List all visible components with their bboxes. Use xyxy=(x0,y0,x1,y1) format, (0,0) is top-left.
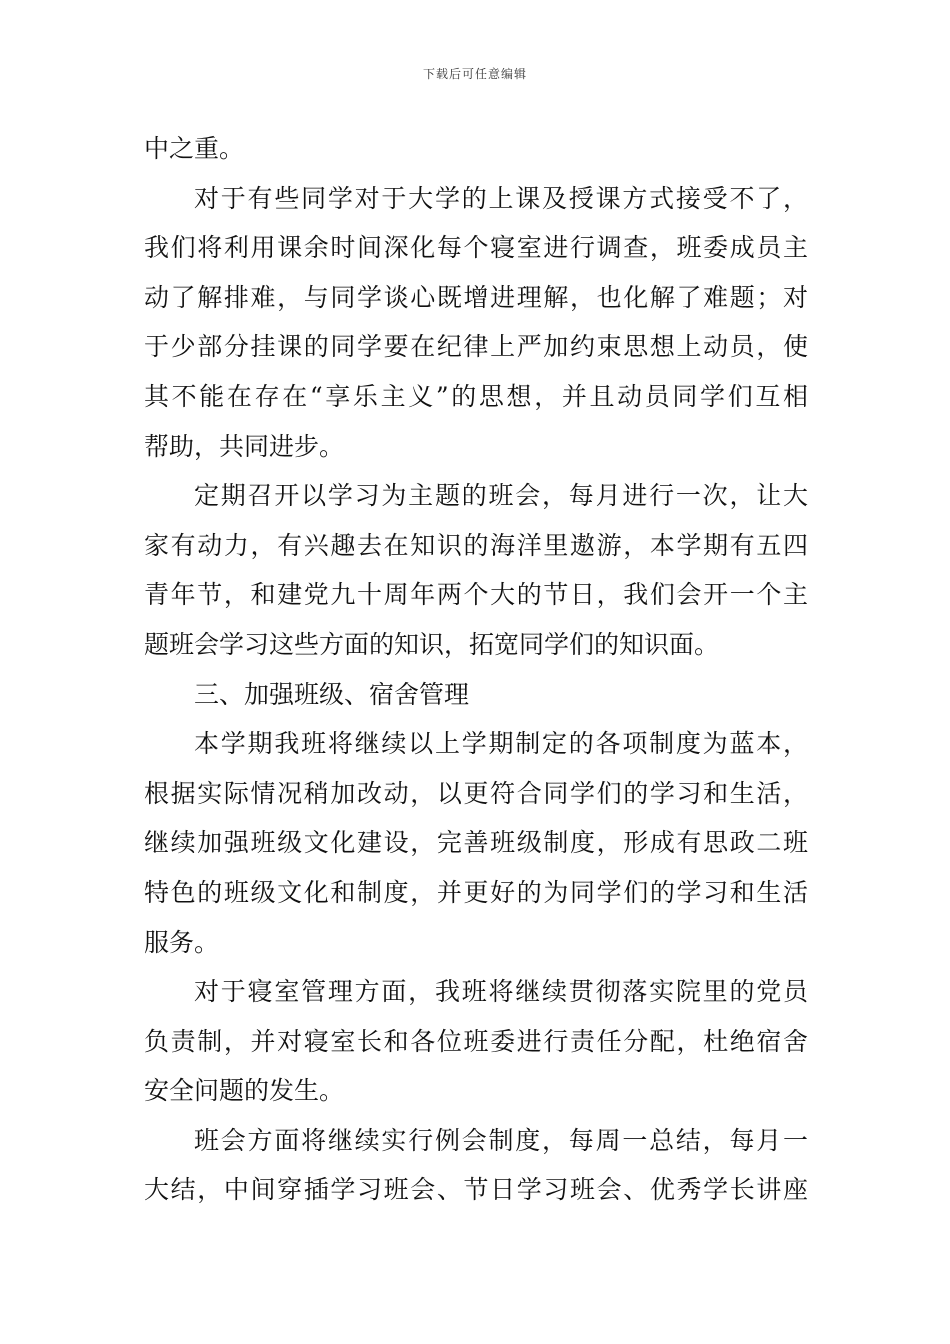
paragraph xyxy=(144,174,808,472)
paragraph xyxy=(144,967,808,1116)
text-line: 安全问题的发生。 xyxy=(144,1076,345,1106)
text-line: 特色的班级文化和制度，并更好的为同学们的学习和生活 xyxy=(144,877,808,907)
text-line: 服务。 xyxy=(144,927,220,957)
text-line: 大结，中间穿插学习班会、节日学习班会、优秀学长讲座 xyxy=(144,1175,808,1205)
paragraph xyxy=(144,471,808,669)
text-line: 帮助，共同进步。 xyxy=(144,431,345,461)
section-heading xyxy=(144,670,808,720)
paragraph xyxy=(144,1116,808,1215)
page-header: 下载后可任意编辑 xyxy=(422,67,527,81)
text-line: 于少部分挂课的同学要在纪律上严加约束思想上动员，使 xyxy=(144,332,808,362)
text-line: 家有动力，有兴趣去在知识的海洋里遨游，本学期有五四 xyxy=(144,530,808,560)
text-line: 对于寝室管理方面，我班将继续贯彻落实院里的党员 xyxy=(194,977,808,1007)
paragraph xyxy=(144,719,808,967)
document-body xyxy=(144,124,808,1215)
text-line: 我们将利用课余时间深化每个寝室进行调查，班委成员主 xyxy=(144,233,808,263)
text-line: 青年节，和建党九十周年两个大的节日，我们会开一个主 xyxy=(144,580,808,610)
text-line: 根据实际情况稍加改动，以更符合同学们的学习和生活， xyxy=(144,778,808,808)
text-line: 班会方面将继续实行例会制度，每周一总结，每月一 xyxy=(194,1125,808,1155)
paragraph xyxy=(144,124,808,174)
text-line: 动了解排难，与同学谈心既增进理解，也化解了难题；对 xyxy=(144,282,808,312)
text-line: 题班会学习这些方面的知识，拓宽同学们的知识面。 xyxy=(144,629,720,659)
text-line: 继续加强班级文化建设，完善班级制度，形成有思政二班 xyxy=(144,828,808,858)
text-line: 三、加强班级、宿舍管理 xyxy=(194,679,470,709)
text-line: 中之重。 xyxy=(144,134,245,163)
text-line: 定期召开以学习为主题的班会，每月进行一次，让大 xyxy=(194,481,808,511)
text-line: 本学期我班将继续以上学期制定的各项制度为蓝本， xyxy=(194,729,808,759)
text-line: 其不能在存在“享乐主义”的思想，并且动员同学们互相 xyxy=(144,381,808,411)
text-line: 对于有些同学对于大学的上课及授课方式接受不了， xyxy=(194,183,808,213)
text-line: 负责制，并对寝室长和各位班委进行责任分配，杜绝宿舍 xyxy=(144,1026,808,1056)
